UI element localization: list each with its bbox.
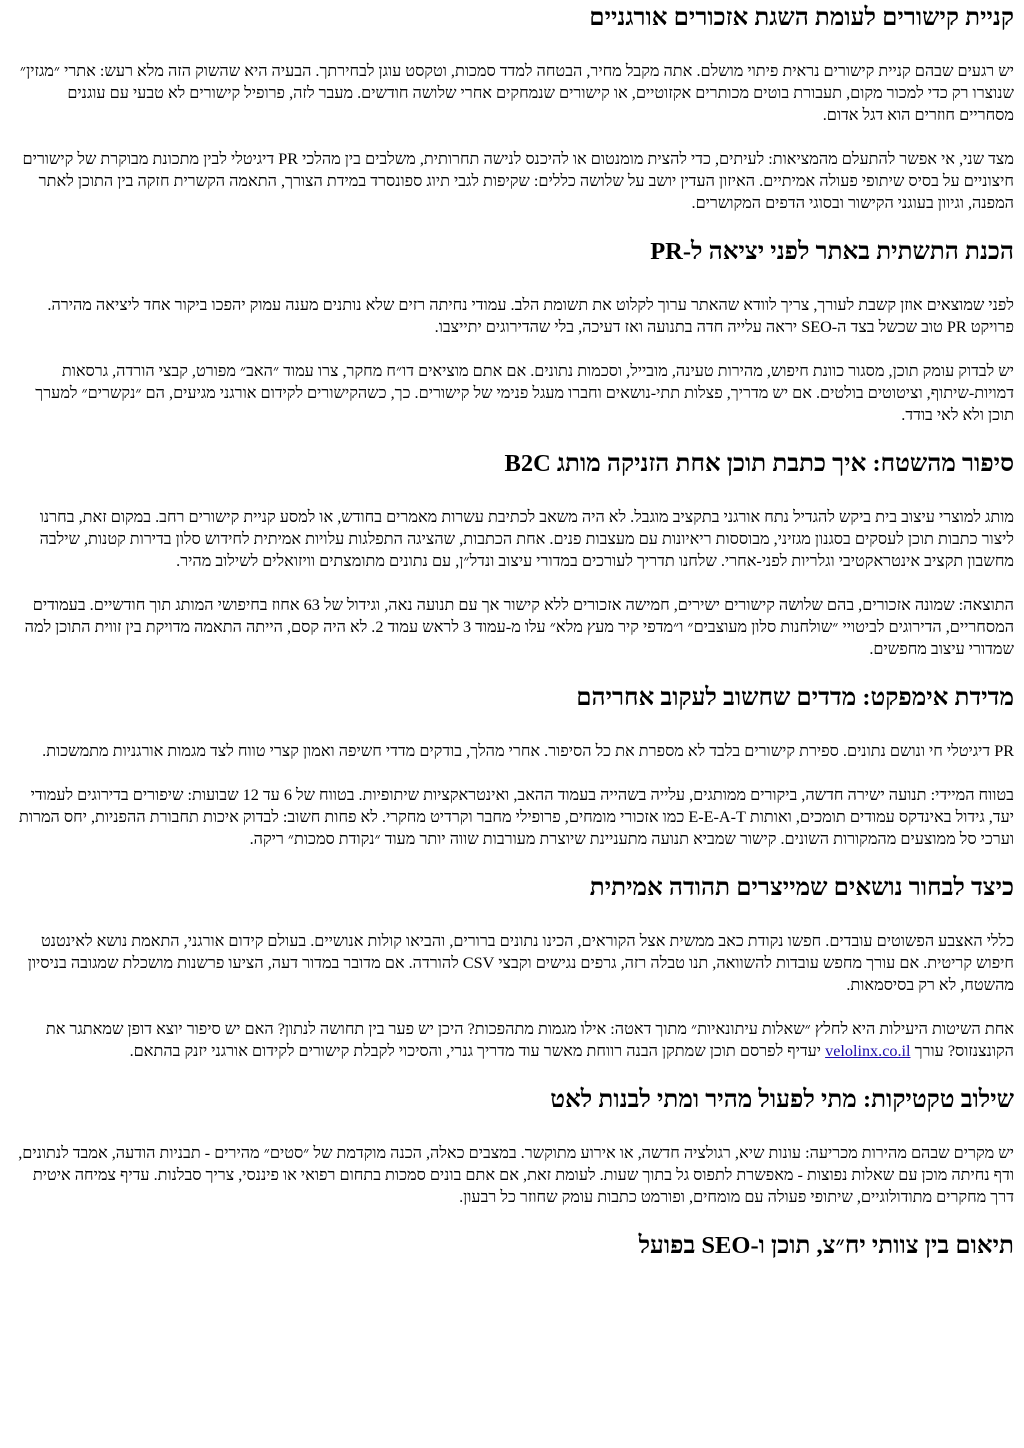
- paragraph-text-before-link: אחת השיטות היעילות היא לחלץ ״שאלות עיתונאיות״ מתוך דאטה: אילו מגמות מתהפכות? היכן יש פער בין תחושה לנתון? האם יש סיפור יוצא דופן שמאתגר את הקונצנזוס? עורך: [45, 1020, 1014, 1060]
- section-title: הכנת התשתית באתר לפני יציאה ל-PR: [650, 238, 1014, 265]
- paragraph: מצד שני, אי אפשר להתעלם מהמציאות: לעיתים, כדי להצית מומנטום או להיכנס לנישה תחרותית, משלבים בין מהלכי PR דיגיטלי לבין מתכונת מבוקרת של קישורים חיצוניים על בסיס שיתופי פעולה אמיתיים. האיזון העדין יושב על שלושה כללים: שקיפות לגבי תיוג ספונסרד במידת הצורך, התאמה הקשרית חזקה בין התוכן לאתר המפנה, וגיוון בעוגני הקישור ובסוגי הדפים המקושרים.: [22, 150, 1014, 212]
- section-tactics: [18, 1084, 1014, 1208]
- section-title: קניית קישורים לעומת השגת אזכורים אורגניים: [589, 4, 1014, 31]
- paragraph: כללי האצבע הפשוטים עובדים. חפשו נקודת כאב ממשית אצל הקוראים, הכינו נתונים ברורים, והביאו קולות אנושיים. בעולם קידום אורגני, התאמת נושא לאינטנט חיפוש קריטית. אם עורך מחפש עובדות להשוואה, תנו טבלה רזה, גרפים נגישים וקבצי CSV להורדה. אם מדובר במדור דעה, הציעו פרשנות מושכלת שמגובה בניסיון מהשטח, לא רק בסיסמאות.: [27, 932, 1014, 994]
- section-team-coordination: [18, 1230, 1014, 1262]
- paragraph: התוצאה: שמונה אזכורים, בהם שלושה קישורים ישירים, חמישה אזכורים ללא קישור אך עם תנועה נאה, וגידול של 63 אחוז בחיפושי המותג תוך חודשיים. בעמודים המסחריים, הדירוגים לביטויי ״שולחנות סלון מעוצבים״ ו״מדפי קיר מעץ מלא״ עלו מ-עמוד 3 לראש עמוד 2. לא היה קסם, הייתה התאמה מדויקת בין זווית התוכן למה שמדורי עיצוב מחפשים.: [24, 596, 1014, 658]
- paragraph: יש לבדוק עומק תוכן, מסגור כוונת חיפוש, מהירות טעינה, מובייל, וסכמות נתונים. אם אתם מוציאים דו״ח מחקר, צרו עמוד ״האב״ מפורט, קבצי הורדה, גרסאות דמויות-שיתוף, וציטוטים בולטים. אם יש מדריך, פצלות תתי-נושאים וחברו מעגל פנימי של קישורים. כך, כשהקישורים לקידום אורגני מגיעים, הם ״נקשרים״ למערך תוכן ולא לאי בודד.: [35, 362, 1014, 424]
- paragraph: בטווח המיידי: תנועה ישירה חדשה, ביקורים ממותגים, עלייה בשהייה בעמוד ההאב, ואינטראקציות שיתופיות. בטווח של 6 עד 12 שבועות: שיפורים בדירוגים לעמודי יעד, גידול באינדקס עמודים תומכים, ואותות E-E-A-T כמו אזכורי מומחים, פרופילי מחבר וקרדיט מחקרי. לא פחות חשוב: לבדוק איכות תחבורת ההפניות, יחס המרות וערכי סל ממוצעים מהמקורות השונים. קישור שמביא תנועה מתעניינת שיוצרת מעורבות שווה יותר מעוד ״נקודת סמכות״ ריקה.: [18, 786, 1014, 848]
- section-title: תיאום בין צוותי יח״צ, תוכן ו-SEO בפועל: [638, 1232, 1014, 1259]
- paragraph: PR דיגיטלי חי ונושם נתונים. ספירת קישורים בלבד לא מספרת את כל הסיפור. אחרי מהלך, בודקים מדדי חשיפה ואמון קצרי טווח לצד מגמות אורגניות מתמשכות.: [42, 742, 1014, 760]
- paragraph: יש מקרים שבהם מהירות מכריעה: עונות שיא, רגולציה חדשה, או אירוע מתוקשר. במצבים כאלה, הכנה מוקדמת של ״סטים״ מהירים - תבניות הודעה, אמבד לנתונים, ודף נחיתה מוכן עם שאלות נפוצות - מאפשרת לתפוס גל בתוך שעות. לעומת זאת, אם אתם בונים סמכות בתחום רפואי או פיננסי, צריך סבלנות. עדיף צמיחה איטית דרך מחקרים מתודולוגיים, שיתופי פעולה עם מומחים, ופורמט כתבות עומק שחוזר כל רבעון.: [18, 1144, 1014, 1206]
- velolinx-link[interactable]: velolinx.co.il: [825, 1042, 911, 1060]
- paragraph-text-after-link: יעדיף לפרסם תוכן שמתקן הבנה רווחת מאשר עוד מדריך גנרי, והסיכוי לקבלת קישורים לקידום אורגני יזנק בהתאם.: [129, 1042, 826, 1060]
- paragraph: יש רגעים שבהם קניית קישורים נראית פיתוי מושלם. אתה מקבל מחיר, הבטחה למדד סמכות, וטקסט עוגן לבחירתך. הבעיה היא שהשוק הזה מלא רעש: אתרי ״מגזין״ שנוצרו רק כדי למכור מקום, תעבורת בוטים מכותרים אקזוטיים, או קישורים שנמחקים אחרי שלושה חודשים. מעבר לזה, פרופיל קישורים לא טבעי עם עוגנים מסחריים חוזרים הוא דגל אדום.: [19, 62, 1014, 124]
- section-buying-links: [18, 2, 1014, 214]
- section-impact-metrics: [18, 682, 1014, 850]
- paragraph: מותג למוצרי עיצוב בית ביקש להגדיל נתח אורגני בתקציב מוגבל. לא היה משאב לכתיבת עשרות מאמרים בחודש, או למסע קניית קישורים רחב. במקום זאת, בחרנו ליצור כתבות תוכן לעסקים בסגנון מגזיני, מבוססות ריאיונות עם מעצבות פנים. אחת הכתבות, שהציגה התפלגות עלויות אמיתית לחידוש סלון בדירות קטנות, שילבה מחשבון תקציב אינטראקטיבי וגלריות לפני-אחרי. שלחנו תדריך לעורכים במדורי עיצוב ונדל״ן, עם נתונים מתומצתים וויזואלים לשילוב מהיר.: [39, 508, 1014, 570]
- section-case-study: [18, 448, 1014, 660]
- section-title: מדידת אימפקט: מדדים שחשוב לעקוב אחריהם: [576, 684, 1014, 711]
- section-title: כיצד לבחור נושאים שמייצרים תהודה אמיתית: [589, 874, 1014, 901]
- section-title: סיפור מהשטח: איך כתבת תוכן אחת הזניקה מותג B2C: [504, 450, 1014, 477]
- section-title: שילוב טקטיקות: מתי לפעול מהיר ומתי לבנות לאט: [550, 1086, 1014, 1113]
- paragraph: לפני שמוצאים אוזן קשבת לעורך, צריך לוודא שהאתר ערוך לקלוט את תשומת הלב. עמודי נחיתה רזים שלא נותנים מענה עמוק יהפכו ביקור אחד ליציאה מהירה. פרויקט PR טוב שכשל בצד ה-SEO יראה עלייה חדה בתנועה ואז דעיכה, בלי שהדירוגים יתייצבו.: [47, 296, 1014, 336]
- section-topic-selection: [18, 872, 1014, 1062]
- paragraph-with-link: [18, 1018, 1014, 1062]
- section-site-infrastructure: [18, 236, 1014, 426]
